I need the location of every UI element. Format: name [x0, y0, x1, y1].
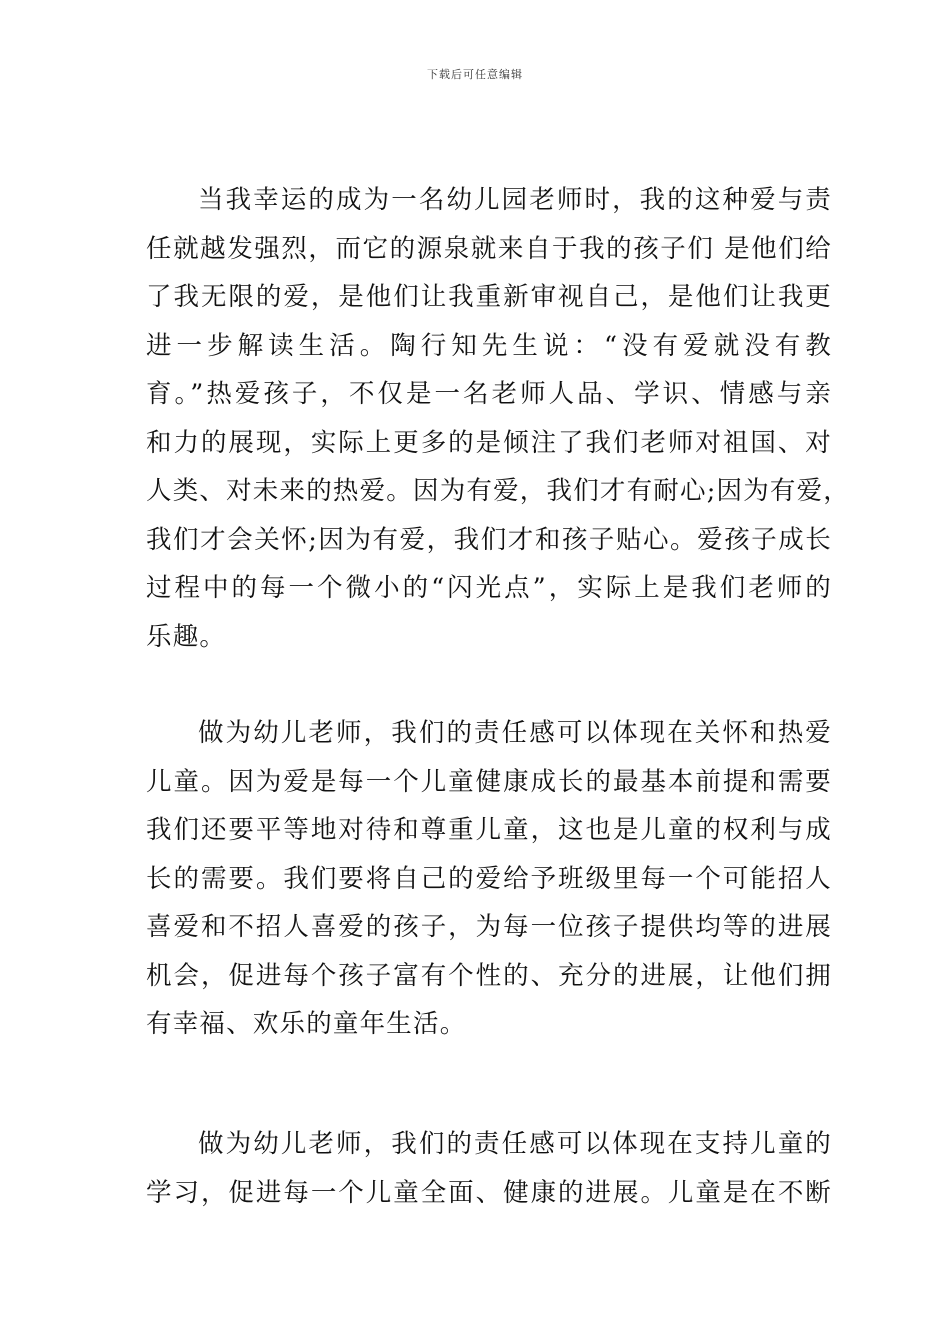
paragraph-line: 了我无限的爱，是他们让我重新审视自己，是他们让我更: [146, 282, 832, 312]
paragraph-line: 长的需要。我们要将自己的爱给予班级里每一个可能招人: [146, 863, 832, 894]
paragraph-line: 当我幸运的成为一名幼儿园老师时，我的这种爱与责: [198, 185, 832, 215]
paragraph-line: 任就越发强烈，而它的源泉就来自于我的孩子们 是他们给: [146, 233, 832, 264]
paragraph-1: [146, 176, 850, 661]
paragraph-line: 过程中的每一个微小的“闪光点”，实际上是我们老师的: [146, 573, 832, 603]
paragraph-3: [146, 1120, 832, 1217]
paragraph-line: 学习，促进每一个儿童全面、健康的进展。儿童是在不断: [146, 1177, 832, 1208]
paragraph-line: 和力的展现，实际上更多的是倾注了我们老师对祖国、对: [146, 427, 832, 458]
paragraph-line: 我们还要平等地对待和尊重儿童，这也是儿童的权利与成: [146, 815, 832, 845]
paragraph-line: 进一步解读生活。陶行知先生说：“没有爱就没有教: [146, 330, 832, 361]
paragraph-line: 儿童。因为爱是每一个儿童健康成长的最基本前提和需要: [146, 766, 832, 797]
paragraph-line: 做为幼儿老师，我们的责任感可以体现在支持儿童的: [198, 1129, 832, 1159]
paragraph-line: 做为幼儿老师，我们的责任感可以体现在关怀和热爱: [198, 718, 832, 748]
paragraph-2: [146, 709, 832, 1049]
paragraph-line: 有幸福、欢乐的童年生活。: [146, 1009, 467, 1039]
paragraph-line: 乐趣。: [146, 621, 227, 652]
paragraph-line: 育。”热爱孩子，不仅是一名老师人品、学识、情感与亲: [146, 379, 832, 409]
paragraph-line: 我们才会关怀;因为有爱，我们才和孩子贴心。爱孩子成长: [146, 524, 832, 555]
page-header: 下载后可任意编辑: [427, 68, 523, 81]
paragraph-line: 机会，促进每个孩子富有个性的、充分的进展，让他们拥: [146, 960, 832, 991]
paragraph-line: 喜爱和不招人喜爱的孩子，为每一位孩子提供均等的进展: [146, 912, 832, 942]
paragraph-line: 人类、对未来的热爱。因为有爱，我们才有耐心;因为有爱，: [146, 476, 850, 506]
